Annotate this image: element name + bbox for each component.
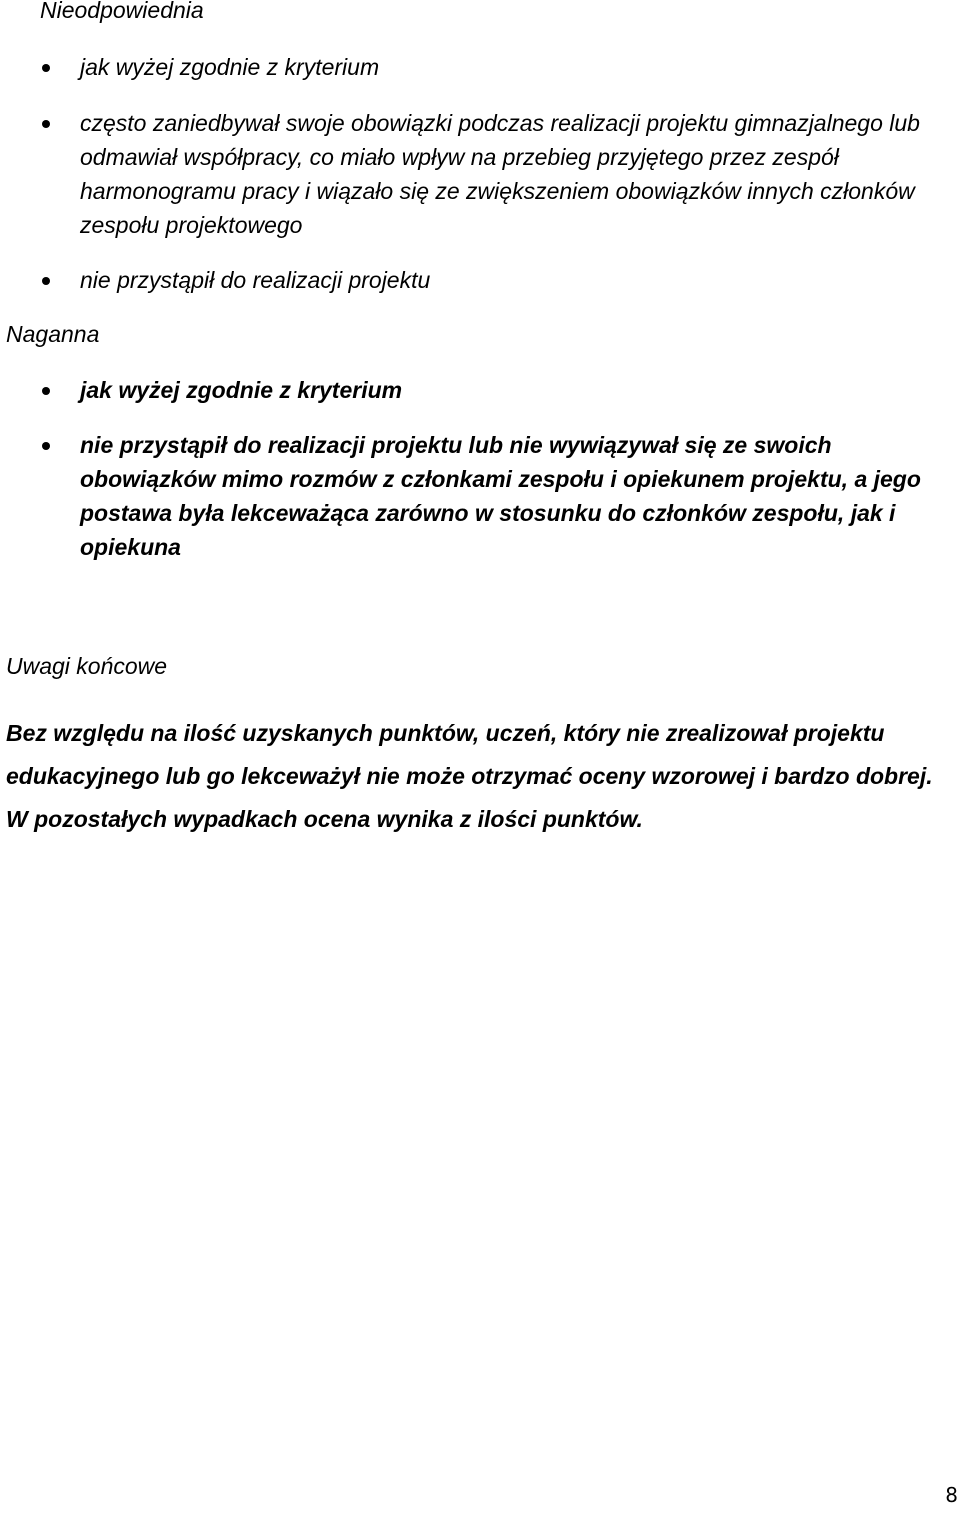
list-item-text: jak wyżej zgodnie z kryterium [80,377,403,403]
bullet-icon [42,64,50,72]
list-item [80,50,940,84]
list-item [80,373,940,407]
closing-remarks-paragraph: Bez względu na ilość uzyskanych punktów, uczeń, który nie zrealizował projektu edukacyjnego lub go lekceważył nie może otrzymać oceny wzorowej i bardzo dobrej. W pozostałych wypadkach ocena wynika z ilości punktów. [6,720,933,832]
section-heading-nieodpowiednia: Nieodpowiednia [40,0,204,23]
bullet-icon [42,387,50,395]
list-item [80,263,940,297]
list-item [80,106,940,242]
list-item-text: nie przystąpił do realizacji projektu lub nie wywiązywał się ze swoich obowiązków mimo rozmów z członkami zespołu i opiekunem projektu, a jego postawa była lekceważąca zarówno w stosunku do członków zespołu, jak i opiekuna [80,432,921,560]
list-item-text: nie przystąpił do realizacji projektu [80,267,431,293]
page-number: 8 [945,1483,958,1507]
section-heading-uwagi-koncowe: Uwagi końcowe [6,653,168,679]
bullet-icon [42,277,50,285]
bullet-icon [42,120,50,128]
list-item [80,428,940,564]
list-item-text: często zaniedbywał swoje obowiązki podczas realizacji projektu gimnazjalnego lub odmawiał współpracy, co miało wpływ na przebieg przyjętego przez zespół harmonogramu pracy i wiązało się ze zwiększeniem obowiązków innych członków zespołu projektowego [80,110,920,238]
bullet-icon [42,442,50,450]
section-heading-naganna: Naganna [6,321,100,347]
list-item-text: jak wyżej zgodnie z kryterium [80,54,380,80]
